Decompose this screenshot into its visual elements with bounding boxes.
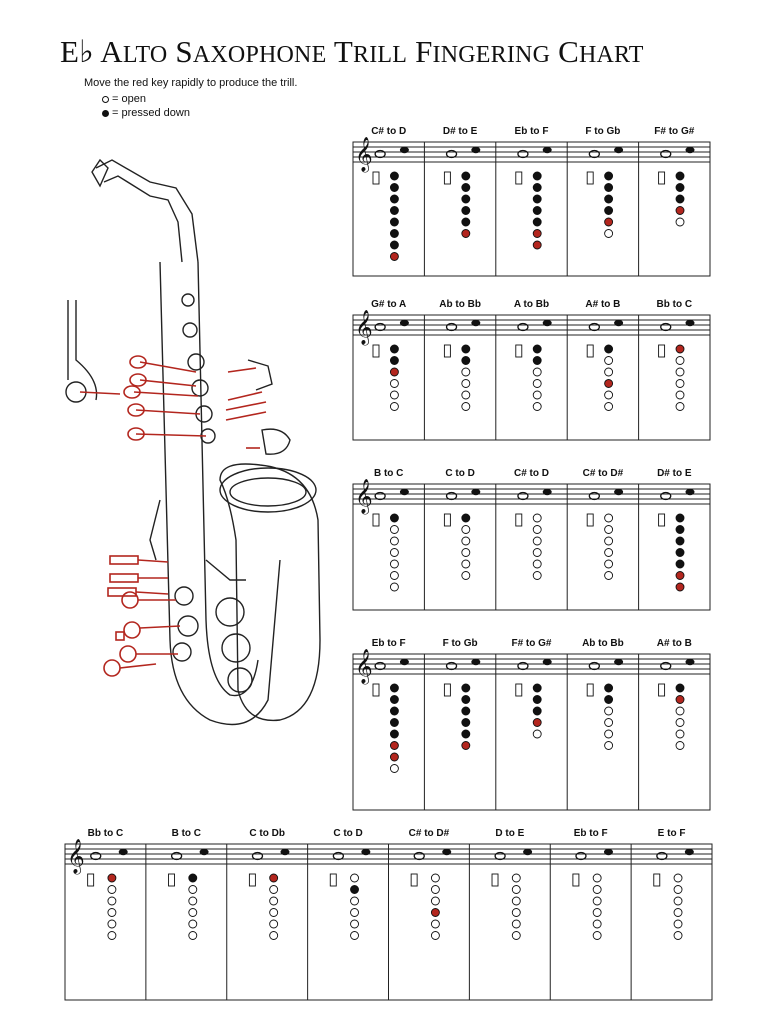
open-key-icon (108, 920, 116, 928)
pressed-key-icon (390, 707, 398, 715)
open-key-icon (605, 526, 613, 534)
open-key-icon (351, 920, 359, 928)
trill-key-icon (390, 753, 398, 761)
open-key-icon (189, 897, 197, 905)
trill-key-icon (462, 742, 470, 750)
trill-label: C# to D# (408, 828, 450, 839)
trill-key-icon (533, 719, 541, 727)
octave-key-icon (249, 874, 255, 886)
pressed-key-icon (676, 549, 684, 557)
open-key-icon (390, 572, 398, 580)
open-key-icon (512, 897, 520, 905)
open-key-icon (676, 707, 684, 715)
trill-label: D to E (495, 828, 525, 839)
note-head (685, 849, 694, 855)
pressed-key-icon (605, 696, 613, 704)
pressed-key-icon (390, 218, 398, 226)
trill-row-5 (65, 828, 712, 1000)
octave-key-icon (373, 684, 379, 696)
open-key-icon (533, 403, 541, 411)
pressed-key-icon (533, 684, 541, 692)
open-key-icon (462, 368, 470, 376)
open-key-icon (593, 920, 601, 928)
trill-label: D# to E (442, 126, 478, 137)
open-key-icon (108, 932, 116, 940)
legend-open-label: = open (112, 93, 146, 105)
treble-clef-icon: 𝄞 (355, 311, 373, 344)
pressed-key-icon (462, 684, 470, 692)
pressed-key-icon (462, 730, 470, 738)
note-head (471, 659, 480, 665)
pressed-key-icon (533, 218, 541, 226)
open-key-icon (605, 368, 613, 376)
open-key-icon (462, 572, 470, 580)
open-key-icon (593, 874, 601, 882)
open-key-icon (605, 742, 613, 750)
pressed-key-icon (390, 207, 398, 215)
trill-key-icon (676, 572, 684, 580)
legend-pressed-label: = pressed down (112, 107, 190, 119)
octave-key-icon (654, 874, 660, 886)
open-key-icon (462, 391, 470, 399)
trill-label: Ab to Bb (439, 299, 481, 310)
pressed-key-icon (390, 184, 398, 192)
pressed-key-icon (533, 707, 541, 715)
note-head (686, 320, 695, 326)
trill-label: B to C (171, 828, 202, 839)
octave-key-icon (492, 874, 498, 886)
page-title: E♭ ALTO SAXOPHONE TRILL FINGERING CHART (60, 34, 644, 69)
pressed-key-icon (351, 886, 359, 894)
treble-clef-icon: 𝄞 (67, 840, 85, 873)
note-head (523, 849, 532, 855)
pressed-key-icon (390, 195, 398, 203)
row-frame (353, 315, 710, 440)
open-key-icon (108, 886, 116, 894)
pressed-key-icon (533, 172, 541, 180)
pressed-key-icon (676, 684, 684, 692)
open-key-icon (351, 932, 359, 940)
pressed-key-icon (390, 684, 398, 692)
row-frame (353, 654, 710, 810)
open-key-icon (390, 560, 398, 568)
pressed-key-icon (390, 241, 398, 249)
open-key-icon (674, 920, 682, 928)
open-key-icon (593, 886, 601, 894)
note-head (400, 320, 409, 326)
trill-label: E to F (657, 828, 686, 839)
note-head (686, 659, 695, 665)
open-key-icon (533, 549, 541, 557)
open-key-icon (676, 742, 684, 750)
pressed-key-icon (390, 345, 398, 353)
trill-key-icon (390, 253, 398, 261)
trill-key-icon (533, 241, 541, 249)
open-key-icon (351, 897, 359, 905)
open-key-icon (462, 560, 470, 568)
octave-key-icon (444, 172, 450, 184)
open-key-icon (390, 403, 398, 411)
open-key-icon (462, 403, 470, 411)
octave-key-icon (587, 684, 593, 696)
open-key-icon (351, 909, 359, 917)
open-key-icon (431, 897, 439, 905)
open-key-icon (674, 874, 682, 882)
open-key-icon (533, 391, 541, 399)
trill-label: F# to G# (511, 638, 552, 649)
pressed-key-icon (676, 195, 684, 203)
note-head (543, 489, 552, 495)
open-key-icon (512, 932, 520, 940)
open-key-icon (512, 886, 520, 894)
octave-key-icon (587, 345, 593, 357)
instruction-text: Move the red key rapidly to produce the trill. (84, 77, 298, 89)
trill-label: Eb to F (371, 638, 406, 649)
trill-label: A to Bb (513, 299, 550, 310)
trill-label: Eb to F (573, 828, 608, 839)
open-key-icon (512, 874, 520, 882)
octave-key-icon (573, 874, 579, 886)
trill-row-2 (353, 299, 710, 440)
open-key-icon (462, 380, 470, 388)
open-key-icon (674, 897, 682, 905)
trill-label: Eb to F (514, 126, 549, 137)
trill-label: C# to D (514, 468, 549, 479)
pressed-key-icon (390, 172, 398, 180)
trill-label: Bb to C (656, 299, 693, 310)
open-key-icon (676, 730, 684, 738)
trill-label: G# to A (371, 299, 407, 310)
octave-key-icon (516, 345, 522, 357)
trill-label: F to Gb (585, 126, 621, 137)
octave-key-icon (516, 172, 522, 184)
open-key-icon (390, 526, 398, 534)
pressed-key-icon (390, 730, 398, 738)
trill-key-icon (390, 742, 398, 750)
trill-key-icon (533, 230, 541, 238)
open-key-icon (533, 537, 541, 545)
open-key-icon (533, 526, 541, 534)
trill-label: A# to B (656, 638, 692, 649)
pressed-key-icon (676, 537, 684, 545)
open-key-icon (189, 886, 197, 894)
note-head (400, 659, 409, 665)
open-key-icon (431, 874, 439, 882)
pressed-key-icon (676, 526, 684, 534)
pressed-key-icon (462, 707, 470, 715)
note-head (280, 849, 289, 855)
pressed-key-icon (390, 230, 398, 238)
trill-label: D# to E (657, 468, 692, 479)
octave-key-icon (330, 874, 336, 886)
open-key-icon (674, 886, 682, 894)
trill-key-icon (676, 696, 684, 704)
open-key-icon (462, 526, 470, 534)
pressed-key-icon (462, 207, 470, 215)
octave-key-icon (587, 514, 593, 526)
note-head (543, 320, 552, 326)
note-head (361, 849, 370, 855)
note-head (119, 849, 128, 855)
open-key-icon (512, 909, 520, 917)
row-frame (353, 484, 710, 610)
trill-row-4 (353, 638, 710, 810)
pressed-key-icon (533, 357, 541, 365)
open-key-icon (605, 391, 613, 399)
trill-row-1 (353, 126, 710, 276)
open-key-icon (605, 707, 613, 715)
trill-key-icon (605, 218, 613, 226)
trill-label: F# to G# (654, 126, 695, 137)
pressed-key-icon (533, 195, 541, 203)
trill-label: B to C (373, 468, 404, 479)
note-head (614, 659, 623, 665)
note-head (400, 489, 409, 495)
open-key-icon (605, 357, 613, 365)
open-key-icon (605, 537, 613, 545)
trill-key-icon (676, 345, 684, 353)
pressed-key-icon (390, 719, 398, 727)
pressed-key-icon (462, 172, 470, 180)
open-key-icon (108, 897, 116, 905)
note-head (471, 489, 480, 495)
note-head (614, 489, 623, 495)
trill-label: Ab to Bb (582, 638, 624, 649)
trill-key-icon (390, 368, 398, 376)
octave-key-icon (444, 345, 450, 357)
pressed-key-icon (605, 345, 613, 353)
treble-clef-icon: 𝄞 (355, 480, 373, 513)
trill-label: C# to D (371, 126, 407, 137)
pressed-key-icon (462, 218, 470, 226)
trill-label: C to D (333, 828, 363, 839)
note-head (400, 147, 409, 153)
open-key-icon (462, 549, 470, 557)
octave-key-icon (659, 345, 665, 357)
pressed-key-icon (462, 195, 470, 203)
pressed-key-icon (462, 514, 470, 522)
open-key-icon (533, 514, 541, 522)
open-key-icon (533, 368, 541, 376)
open-key-icon (605, 403, 613, 411)
open-key-icon (605, 730, 613, 738)
octave-key-icon (516, 684, 522, 696)
open-key-icon (270, 932, 278, 940)
octave-key-icon (659, 684, 665, 696)
pressed-key-icon (533, 207, 541, 215)
octave-key-icon (659, 172, 665, 184)
trill-key-icon (108, 874, 116, 882)
treble-clef-icon: 𝄞 (355, 138, 373, 171)
open-key-icon (605, 560, 613, 568)
pressed-key-icon (605, 684, 613, 692)
pressed-key-icon (462, 719, 470, 727)
trill-key-icon (605, 380, 613, 388)
trill-label: C to D (445, 468, 475, 479)
note-head (604, 849, 613, 855)
open-key-icon (189, 909, 197, 917)
treble-clef-icon: 𝄞 (355, 650, 373, 683)
note-head (614, 320, 623, 326)
open-key-icon (676, 368, 684, 376)
open-key-icon (390, 391, 398, 399)
trill-key-icon (676, 583, 684, 591)
open-key-icon (533, 380, 541, 388)
open-key-icon (676, 357, 684, 365)
trill-label: A# to B (585, 299, 621, 310)
octave-key-icon (373, 514, 379, 526)
open-key-icon (431, 920, 439, 928)
pressed-key-icon (605, 184, 613, 192)
note-head (543, 147, 552, 153)
open-key-icon (593, 932, 601, 940)
open-key-icon (431, 886, 439, 894)
note-head (200, 849, 209, 855)
octave-key-icon (516, 514, 522, 526)
open-key-icon (676, 403, 684, 411)
note-head (614, 147, 623, 153)
open-key-icon (605, 549, 613, 557)
open-key-icon (512, 920, 520, 928)
trill-key-icon (676, 207, 684, 215)
pressed-key-icon (533, 696, 541, 704)
open-key-icon (189, 932, 197, 940)
pressed-key-icon (390, 514, 398, 522)
trill-label: C# to D# (582, 468, 624, 479)
pressed-key-icon (676, 514, 684, 522)
open-key-icon (533, 560, 541, 568)
open-key-icon (390, 765, 398, 773)
note-head (686, 489, 695, 495)
open-key-icon (270, 897, 278, 905)
open-key-icon (390, 537, 398, 545)
open-key-icon (108, 909, 116, 917)
octave-key-icon (373, 172, 379, 184)
pressed-key-icon (462, 184, 470, 192)
pressed-key-icon (605, 195, 613, 203)
pressed-key-icon (462, 357, 470, 365)
open-key-icon (605, 572, 613, 580)
pressed-key-icon (533, 345, 541, 353)
note-head (442, 849, 451, 855)
note-head (543, 659, 552, 665)
pressed-key-icon (676, 184, 684, 192)
octave-key-icon (373, 345, 379, 357)
trill-label: Bb to C (87, 828, 124, 839)
open-key-icon (390, 380, 398, 388)
open-key-icon (270, 920, 278, 928)
open-key-icon (674, 932, 682, 940)
trill-label: C to Db (249, 828, 285, 839)
pressed-key-icon (676, 560, 684, 568)
pressed-key-icon (462, 345, 470, 353)
open-key-icon (533, 730, 541, 738)
open-key-icon (533, 572, 541, 580)
trill-label: F to Gb (442, 638, 478, 649)
octave-key-icon (587, 172, 593, 184)
open-key-icon (676, 218, 684, 226)
octave-key-icon (411, 874, 417, 886)
open-key-icon (674, 909, 682, 917)
open-key-icon (676, 719, 684, 727)
open-key-icon (189, 920, 197, 928)
open-key-icon (390, 583, 398, 591)
open-key-icon (605, 719, 613, 727)
pressed-key-icon (533, 184, 541, 192)
open-key-icon (431, 932, 439, 940)
open-key-icon (676, 380, 684, 388)
note-head (686, 147, 695, 153)
octave-key-icon (659, 514, 665, 526)
octave-key-icon (169, 874, 175, 886)
octave-key-icon (444, 684, 450, 696)
trill-key-icon (431, 909, 439, 917)
note-head (471, 147, 480, 153)
open-key-icon (593, 897, 601, 905)
open-key-icon (605, 514, 613, 522)
trill-key-icon (462, 230, 470, 238)
pressed-key-icon (189, 874, 197, 882)
open-key-icon (351, 874, 359, 882)
open-key-icon (462, 537, 470, 545)
pressed-key-icon (462, 696, 470, 704)
pressed-key-icon (605, 172, 613, 180)
open-key-icon (270, 886, 278, 894)
pressed-key-icon (605, 207, 613, 215)
open-key-icon (676, 391, 684, 399)
open-key-icon (390, 549, 398, 557)
pressed-key-icon (390, 357, 398, 365)
note-head (471, 320, 480, 326)
open-key-icon (270, 909, 278, 917)
pressed-key-icon (390, 696, 398, 704)
octave-key-icon (444, 514, 450, 526)
trill-row-3 (353, 468, 710, 610)
pressed-key-icon (676, 172, 684, 180)
open-key-icon (593, 909, 601, 917)
open-key-icon (605, 230, 613, 238)
octave-key-icon (88, 874, 94, 886)
trill-key-icon (270, 874, 278, 882)
